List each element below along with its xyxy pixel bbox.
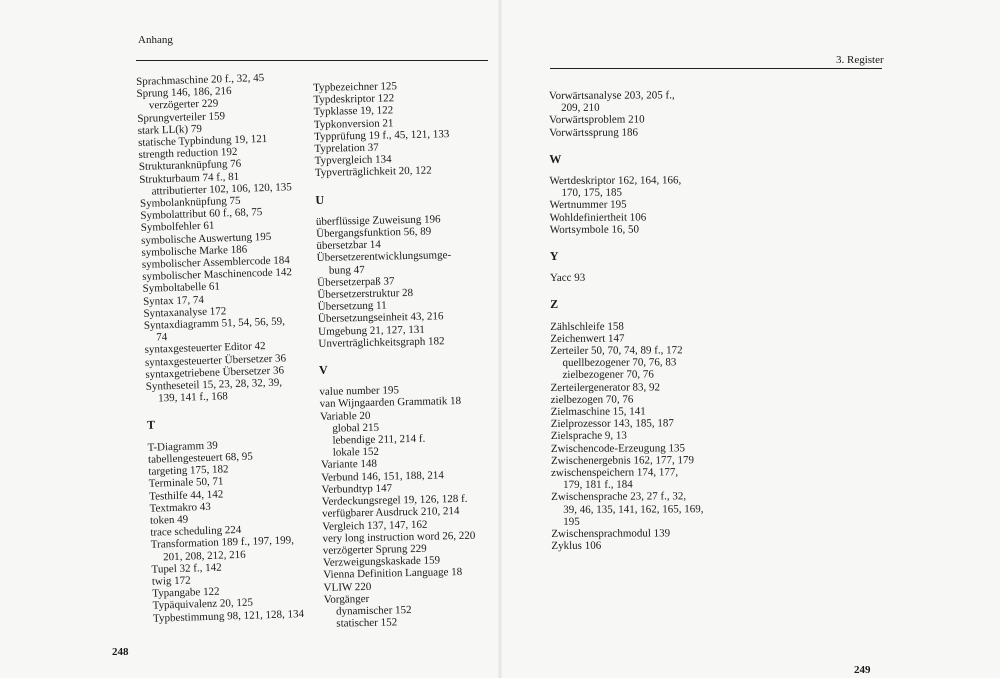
index-entry: value number 195 (319, 384, 400, 399)
entries-w (549, 174, 749, 236)
index-entry: Übersetzerpaß 37 (317, 275, 395, 289)
index-entry: Sprung 146, 186, 216 (136, 85, 232, 101)
index-entry: Typbezeichner 125 (313, 80, 398, 94)
index-entry: Syntaxdiagramm 51, 54, 56, 59, (143, 315, 286, 332)
right-page (500, 0, 1000, 678)
index-entry: überflüssige Zuweisung 196 (315, 213, 441, 228)
section-letter-t: T (146, 418, 156, 433)
index-subentry: verzögerter 229 (148, 97, 219, 113)
index-entry-continuation: 39, 46, 135, 141, 162, 165, 169, (563, 502, 704, 516)
index-subentry: attributierter 102, 106, 120, 135 (151, 180, 292, 198)
index-entry: Testhilfe 44, 142 (149, 487, 224, 503)
page-number-right: 249 (854, 664, 871, 676)
entries-v-cont (549, 89, 749, 139)
index-entry: Zielsprache 9, 13 (550, 430, 627, 443)
index-subentry: statischer 152 (336, 616, 398, 630)
section-letter-y: Y (549, 248, 559, 264)
index-entry: twig 172 (151, 574, 191, 588)
index-entry: Terminale 50, 71 (148, 475, 224, 491)
section-letter-u: U (315, 192, 325, 207)
index-entry: Zwischencode-Erzeugung 135 (550, 441, 686, 455)
index-entry: Sprungverteiler 159 (137, 109, 226, 125)
index-entry: zwischenspeichern 174, 177, (550, 466, 679, 480)
index-entry: Symbolfehler 61 (140, 220, 215, 235)
index-entry: übersetzbar 14 (316, 238, 382, 253)
index-entry: Tupel 32 f., 142 (151, 561, 222, 576)
index-entry: Verzweigungskaskade 159 (322, 554, 441, 570)
index-entry: Übersetzung 11 (317, 299, 387, 314)
index-entry: Typverträglichkeit 20, 122 (314, 164, 432, 180)
index-entry-continuation: 209, 210 (561, 101, 600, 115)
index-entry: Übersetzerentwicklungsumge- (316, 249, 452, 265)
index-entry: Typkonversion 21 (313, 116, 394, 131)
index-entry: Umgebung 21, 127, 131 (318, 323, 425, 338)
index-entry: VLIW 220 (323, 580, 372, 594)
index-entry: Typrelation 37 (314, 141, 379, 155)
index-entry: Strukturanknüpfung 76 (138, 158, 242, 174)
index-column-1 (136, 71, 328, 625)
index-entry: Zwischensprachmodul 139 (551, 527, 671, 541)
index-entry: Vorgänger (323, 592, 370, 606)
index-entry: Verbund 146, 151, 188, 214 (321, 469, 444, 484)
index-entry: zielbezogen 70, 76 (550, 393, 634, 406)
index-entry: Unverträglichkeitsgraph 182 (318, 335, 445, 350)
index-entry: strength reduction 192 (138, 146, 238, 162)
index-entry: T-Diagramm 39 (147, 439, 219, 454)
index-entry-continuation: 179, 181 f., 184 (563, 478, 633, 492)
index-entry: stark LL(k) 79 (137, 122, 203, 137)
index-entry: very long instruction word 26, 220 (322, 529, 476, 545)
index-entry: Zielprozessor 143, 185, 187 (550, 417, 674, 431)
entries-t (147, 436, 328, 624)
index-subentry: lokale 152 (332, 445, 380, 459)
index-subentry: lebendige 211, 214 f. (332, 432, 426, 447)
index-entry: Variable 20 (319, 409, 371, 423)
index-entry: Strukturbaum 74 f., 81 (139, 170, 240, 186)
index-entry: Zählschleife 158 (550, 320, 624, 333)
index-entry: Verbundtyp 147 (321, 482, 393, 496)
entries-z (550, 320, 751, 553)
index-entry: Zwischensprache 23, 27 f., 32, (551, 490, 687, 504)
index-entry: Variante 148 (320, 458, 378, 472)
index-entry: Typbestimmung 98, 121, 128, 134 (152, 607, 305, 625)
index-subentry: dynamischer 152 (335, 603, 412, 618)
index-entry: Typprüfung 19 f., 45, 121, 133 (314, 127, 450, 143)
index-entry-continuation: bung 47 (328, 263, 365, 277)
entries-y (550, 271, 750, 284)
index-entry-continuation: 195 (563, 515, 580, 528)
index-entry: symbolischer Assemblercode 184 (141, 254, 290, 271)
entries-t-cont (313, 78, 495, 179)
index-entry: Wertnummer 195 (549, 199, 627, 212)
index-entry: Zerteiler 50, 70, 74, 89 f., 172 (550, 344, 683, 358)
index-entry: Übergangsfunktion 56, 89 (316, 225, 432, 240)
index-entry-continuation: 201, 208, 212, 216 (162, 548, 246, 563)
index-entry: Symbolattribut 60 f., 68, 75 (140, 206, 263, 223)
index-entry: Typangabe 122 (152, 585, 220, 600)
index-entry: trace scheduling 224 (150, 524, 242, 539)
index-entry: Zerteilergenerator 83, 92 (550, 381, 661, 394)
index-entry-continuation: 139, 141 f., 168 (157, 390, 228, 405)
index-subentry: global 215 (332, 421, 380, 435)
index-entry: Typklasse 19, 122 (313, 104, 394, 119)
index-entry-continuation: 74 (156, 331, 168, 344)
index-entry: tabellengesteuert 68, 95 (147, 450, 253, 466)
index-entry: Zwischenergebnis 162, 177, 179 (550, 454, 695, 467)
entries-u (316, 212, 499, 350)
index-entry: Syntaxanalyse 172 (143, 305, 227, 320)
index-entry: Vorwärtsproblem 210 (549, 113, 645, 127)
index-entry: syntaxgesteuerter Editor 42 (144, 340, 266, 357)
index-entry: Wertdeskriptor 162, 164, 166, (549, 174, 682, 188)
section-letter-v: V (318, 362, 328, 377)
index-entry: Wortsymbole 16, 50 (549, 223, 640, 236)
index-entry: Übersetzerstruktur 28 (317, 286, 414, 301)
index-entry: verfügbarer Ausdruck 210, 214 (321, 505, 460, 521)
index-entry: van Wijngaarden Grammatik 18 (319, 395, 462, 411)
section-letter-w: W (549, 151, 562, 166)
index-entry: symbolischer Maschinencode 142 (142, 266, 293, 284)
header-rule-left (136, 60, 488, 61)
index-entry: statische Typbindung 19, 121 (137, 132, 268, 149)
index-entry: verzögerter Sprung 229 (322, 542, 427, 557)
index-entry: Vorwärtsanalyse 203, 205 f., (549, 89, 675, 102)
entries-s-cont (136, 71, 321, 406)
index-entry-continuation: 170, 175, 185 (561, 186, 623, 200)
index-entry: syntaxgetriebene Übersetzer 36 (145, 364, 285, 381)
index-entry: Vorwärtssprung 186 (549, 126, 638, 139)
running-head-right: 3. Register (836, 54, 884, 66)
index-entry: Yacc 93 (549, 272, 586, 285)
index-entry: Typäquivalenz 20, 125 (152, 596, 254, 613)
index-entry: Übersetzungseinheit 43, 216 (317, 310, 444, 326)
index-subentry: zielbezogener 70, 76 (562, 368, 654, 382)
index-entry: Typvergleich 134 (314, 153, 392, 168)
index-entry: Symboltabelle 61 (142, 280, 221, 296)
index-entry: Sprachmaschine 20 f., 32, 45 (136, 71, 265, 88)
index-entry: Verdeckungsregel 19, 126, 128 f. (321, 492, 468, 509)
index-entry: Vergleich 137, 147, 162 (322, 518, 428, 533)
section-letter-z: Z (550, 297, 559, 312)
entries-v (319, 382, 504, 630)
index-subentry: quellbezogener 70, 76, 83 (562, 356, 677, 370)
index-entry: Zyklus 106 (551, 540, 602, 553)
index-column-3 (549, 89, 751, 553)
index-entry: Transformation 189 f., 197, 199, (150, 534, 295, 552)
index-entry: symbolische Marke 186 (141, 243, 248, 259)
index-entry: targeting 175, 182 (148, 463, 229, 478)
index-entry: Zeichenwert 147 (550, 332, 625, 345)
index-entry: Zielmaschine 15, 141 (550, 405, 646, 419)
index-entry: Symbolanknüpfung 75 (139, 194, 241, 210)
page-number-left: 248 (112, 646, 129, 658)
index-entry: Wohldefiniertheit 106 (549, 211, 647, 224)
header-rule-right (550, 68, 882, 69)
index-entry: syntaxgesteuerter Übersetzer 36 (144, 352, 287, 369)
index-entry: Syntax 17, 74 (142, 293, 205, 308)
index-entry: Typdeskriptor 122 (313, 92, 395, 107)
index-entry: symbolische Auswertung 195 (140, 230, 272, 247)
index-entry: Vienna Definition Language 18 (323, 566, 463, 582)
running-head-left: Anhang (138, 34, 173, 46)
index-column-2 (313, 78, 504, 630)
index-entry: Textmakro 43 (149, 500, 211, 515)
index-entry: token 49 (149, 513, 189, 527)
index-entry: Syntheseteil 15, 23, 28, 32, 39, (145, 376, 283, 393)
